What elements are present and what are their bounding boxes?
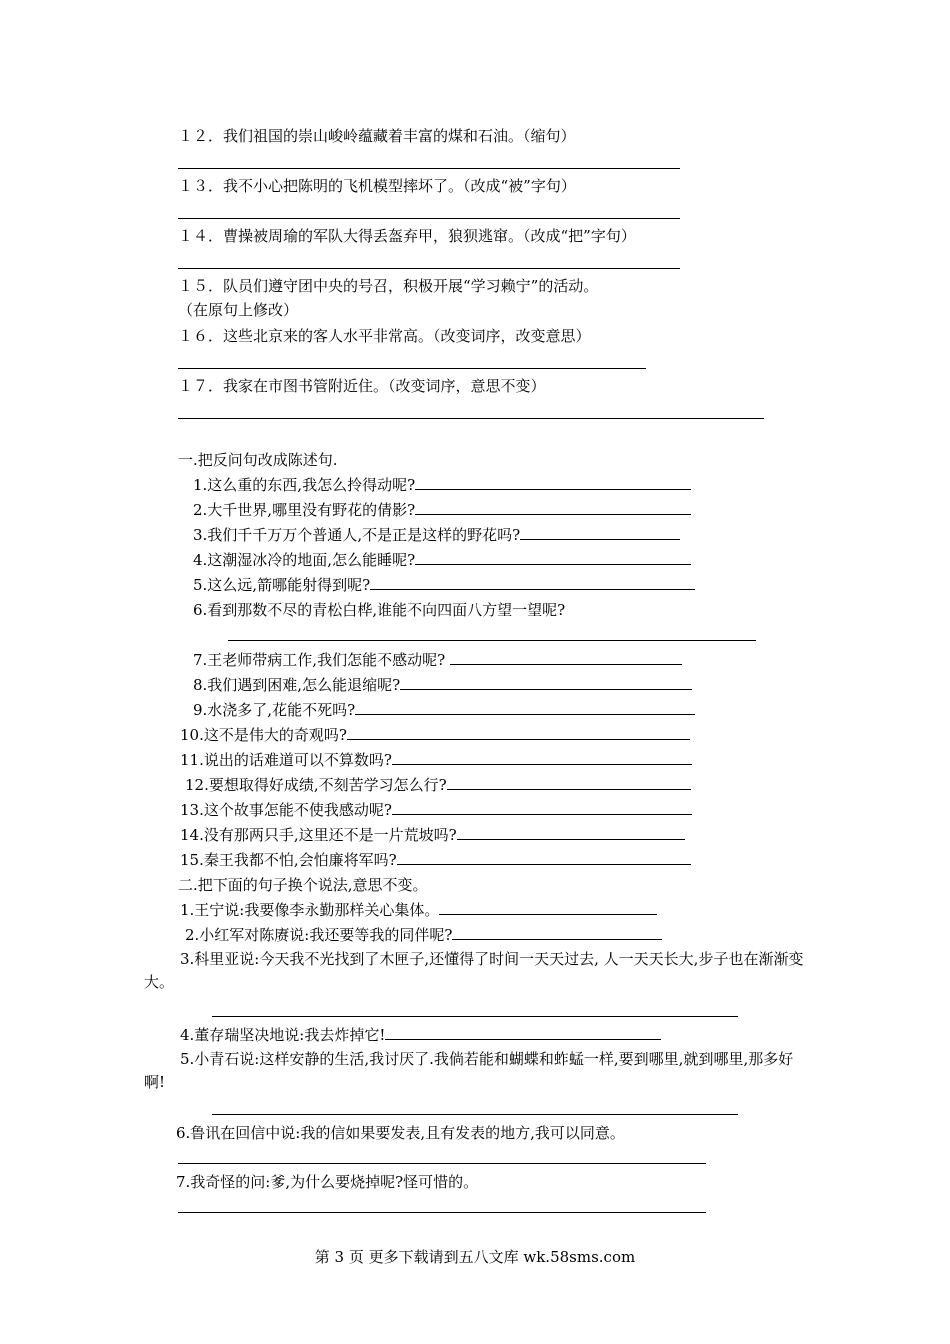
q-item: 6.看到那数不尽的青松白桦,谁能不向四面八方望一望呢? [193, 601, 566, 619]
q-item: 3.科里亚说:今天我不光找到了木匣子,还懂得了时间一天天过去, 人一天天长大,步子也在渐渐变大。 [144, 950, 804, 991]
answer-line [178, 268, 680, 269]
answer-line [212, 1114, 738, 1115]
exercise-17: １７．我家在市图书管附近住。（改变词序，意思不变） [178, 377, 546, 395]
q-item: 15.秦王我都不怕,会怕廉将军吗? [180, 850, 691, 870]
answer-line [178, 368, 646, 369]
q-item: 10.这不是伟大的奇观吗? [180, 725, 690, 745]
q-item: 1.这么重的东西,我怎么拎得动呢? [193, 475, 691, 495]
q-item: 5.这么远,箭哪能射得到呢? [193, 575, 695, 595]
q-item: 9.水浇多了,花能不死吗? [193, 700, 695, 720]
q-item: 4.这潮湿冰冷的地面,怎么能睡呢? [193, 550, 691, 570]
exercise-16: １６．这些北京来的客人水平非常高。（改变词序，改变意思） [178, 327, 591, 345]
q-item: 14.没有那两只手,这里还不是一片荒坡吗? [180, 825, 685, 845]
exercise-14: １４．曹操被周瑜的军队大得丢盔弃甲，狼狈逃窜。（改成“把”字句） [178, 227, 636, 245]
answer-line [178, 218, 680, 219]
q-item: 5.小青石说:这样安静的生活,我讨厌了.我倘若能和蝴蝶和蚱蜢一样,要到哪里,就到哪里,那多好啊! [144, 1050, 794, 1091]
exercise-15: １５．队员们遵守团中央的号召，积极开展“学习赖宁”的活动。 [178, 277, 599, 295]
q-item: 1.王宁说:我要像李永勤那样关心集体。 [180, 900, 657, 920]
answer-line [178, 168, 680, 169]
answer-line [212, 1016, 738, 1017]
section1-heading: 一.把反问句改成陈述句. [178, 451, 338, 469]
answer-line [228, 640, 756, 641]
q-item: 2.小红军对陈赓说:我还要等我的同伴呢? [185, 925, 662, 945]
q-item: 12.要想取得好成绩,不刻苦学习怎么行? [185, 775, 691, 795]
q-item: 6.鲁讯在回信中说:我的信如果要发表,且有发表的地方,我可以同意。 [176, 1124, 625, 1142]
answer-line [178, 1212, 706, 1213]
q-item: 11.说出的话难道可以不算数吗? [180, 750, 692, 770]
exercise-13: １３．我不小心把陈明的飞机模型摔坏了。（改成“被”字句） [178, 177, 576, 195]
q-item: 13.这个故事怎能不使我感动呢? [180, 800, 692, 820]
q-item: 7.王老师带病工作,我们怎能不感动呢? [193, 650, 682, 670]
q-item: 3.我们千千万万个普通人,不是正是这样的野花吗? [193, 525, 680, 545]
exercise-12: １２．我们祖国的崇山峻岭蕴藏着丰富的煤和石油。（缩句） [178, 127, 576, 145]
answer-line [178, 418, 764, 419]
answer-line [178, 1163, 706, 1164]
page-footer: 第 3 页 更多下载请到五八文库 wk.58sms.com [314, 1248, 636, 1266]
q-item: 7.我奇怪的问:爹,为什么要烧掉呢?怪可惜的。 [176, 1173, 479, 1191]
section2-heading: 二.把下面的句子换个说法,意思不变。 [178, 876, 428, 894]
q-item: 4.董存瑞坚决地说:我去炸掉它! [180, 1025, 661, 1045]
q-item: 2.大千世界,哪里没有野花的倩影? [193, 500, 691, 520]
q-item: 8.我们遇到困难,怎么能退缩呢? [193, 675, 692, 695]
exercise-15-note: （在原句上修改） [178, 301, 299, 319]
